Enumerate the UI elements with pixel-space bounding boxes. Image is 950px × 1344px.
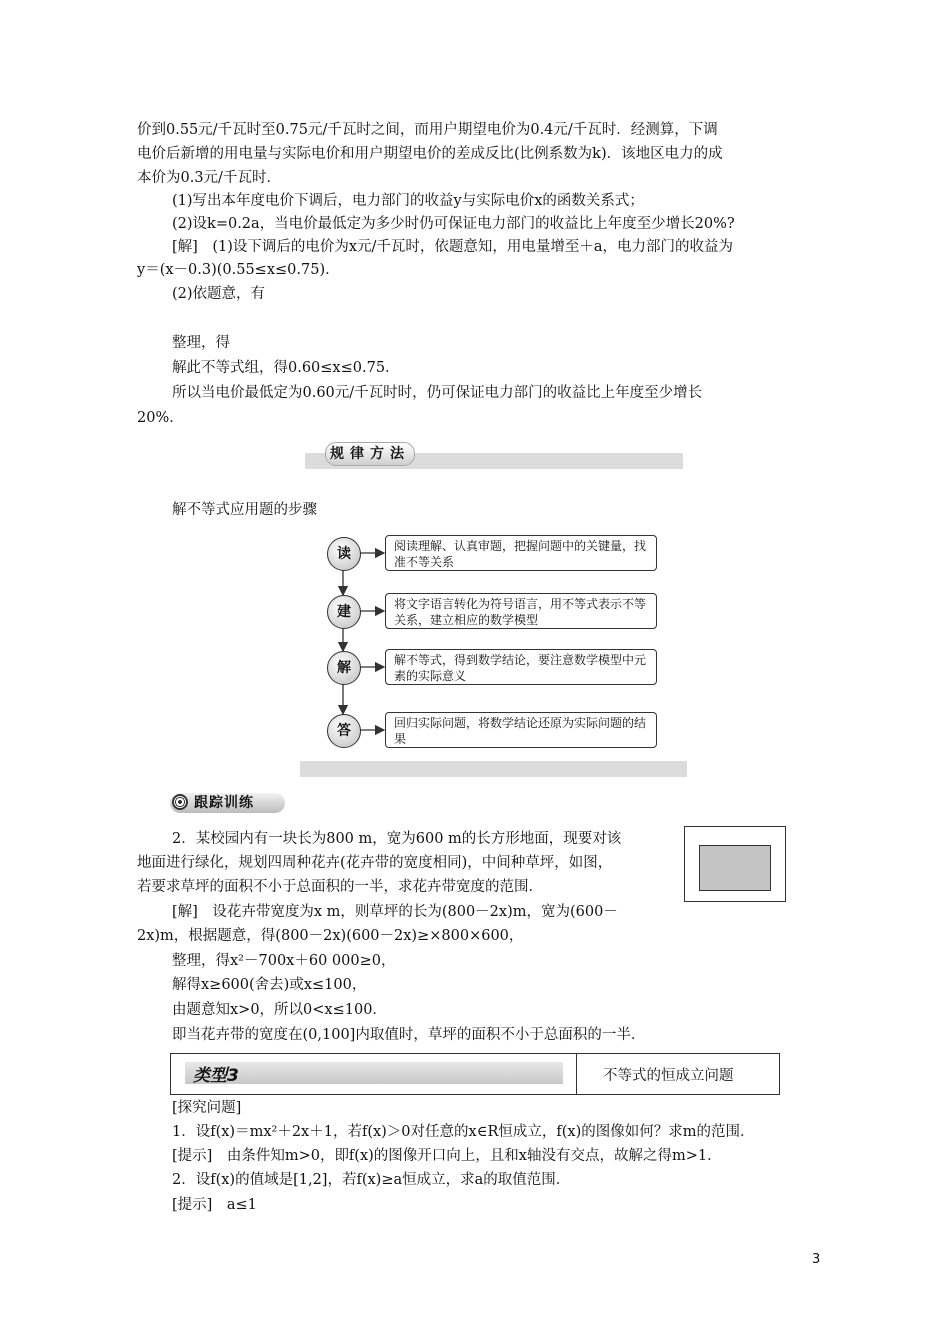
- solution-line: 20%．: [137, 410, 184, 426]
- solution-line: 解此不等式组，得0.60≤x≤0.75．: [172, 360, 400, 376]
- training-solution-line: 解得x≥600(舍去)或x≤100，: [172, 977, 367, 993]
- flow-box-solve: 解不等式，得到数学结论，要注意数学模型中元素的实际意义: [385, 649, 657, 685]
- training-solution-line: 整理，得x²－700x＋60 000≥0，: [172, 953, 396, 969]
- type3-stripe: [185, 1062, 563, 1084]
- flow-node-answer: 答: [327, 714, 361, 748]
- method-badge: 规律方法: [325, 442, 415, 466]
- explore-hint-1: [提示] 由条件知m>0，即f(x)的图像开口向上，且和x轴没有交点，故解之得m>1．: [172, 1148, 722, 1164]
- flow-node-read: 读: [327, 537, 361, 571]
- explore-question-1: 1．设f(x)＝mx²＋2x＋1，若f(x)＞0对任意的x∈R恒成立，f(x)的图像如何？求m的范围．: [172, 1124, 755, 1140]
- training-problem-line: 若要求草坪的面积不小于总面积的一半，求花卉带宽度的范围．: [137, 879, 543, 895]
- training-solution-line: [解] 设花卉带宽度为x m，则草坪的长为(800－2x)m，宽为(600－: [172, 904, 618, 920]
- solution-line: 整理，得: [172, 335, 230, 351]
- training-badge: 跟踪训练: [170, 793, 285, 813]
- explore-hint-2: [提示] a≤1: [172, 1197, 257, 1213]
- flow-box-build: 将文字语言转化为符号语言，用不等式表示不等关系，建立相应的数学模型: [385, 593, 657, 629]
- problem-text-line: 本价为0.3元/千瓦时．: [137, 170, 281, 186]
- solution-line: 所以当电价最低定为0.60元/千瓦时时，仍可保证电力部门的收益比上年度至少增长: [172, 385, 703, 401]
- problem-text-line: 电价后新增的用电量与实际电价和用户期望电价的差成反比(比例系数为k)．该地区电力的成: [137, 146, 723, 162]
- section-footer-bar: [300, 761, 687, 777]
- type3-header-table: [170, 1053, 780, 1095]
- question-2: (2)设k=0.2a，当电价最低定为多少时仍可保证电力部门的收益比上年度至少增长20%?: [172, 216, 735, 232]
- type3-label: 类型3: [193, 1066, 239, 1086]
- solution-line: (2)依题意，有: [172, 286, 266, 302]
- type3-label-cell: [171, 1054, 577, 1094]
- lawn-diagram: [684, 826, 786, 902]
- lawn-inner-rect: [699, 845, 771, 891]
- training-problem-line: 地面进行绿化，规划四周种花卉(花卉带的宽度相同)，中间种草坪，如图，: [137, 855, 613, 871]
- flow-box-answer: 回归实际问题，将数学结论还原为实际问题的结果: [385, 712, 657, 748]
- solution-line: [解] (1)设下调后的电价为x元/千瓦时，依题意知，用电量增至＋a，电力部门的收益为: [172, 239, 734, 255]
- training-problem-line: 2．某校园内有一块长为800 m，宽为600 m的长方形地面，现要对该: [172, 831, 622, 847]
- flow-box-read: 阅读理解、认真审题，把握问题中的关键量，找准不等关系: [385, 535, 657, 571]
- training-solution-line: 2x)m，根据题意，得(800－2x)(600－2x)≥×800×600，: [137, 928, 524, 944]
- page-number: 3: [812, 1252, 821, 1267]
- flow-node-build: 建: [327, 595, 361, 629]
- problem-text-line: 价到0.55元/千瓦时至0.75元/千瓦时之间，而用户期望电价为0.4元/千瓦时．经测算，下调: [137, 122, 718, 138]
- training-solution-line: 由题意知x>0，所以0<x≤100．: [172, 1002, 387, 1018]
- solution-line: y＝(x－0.3)(0.55≤x≤0.75)．: [137, 262, 340, 278]
- explore-heading: [探究问题]: [172, 1100, 242, 1116]
- target-icon: [172, 794, 188, 810]
- method-title: 解不等式应用题的步骤: [172, 502, 317, 518]
- flow-node-solve: 解: [327, 651, 361, 685]
- explore-question-2: 2．设f(x)的值域是[1,2]，若f(x)≥a恒成立，求a的取值范围．: [172, 1172, 571, 1188]
- type3-title: 不等式的恒成立问题: [603, 1068, 734, 1084]
- question-1: (1)写出本年度电价下调后，电力部门的收益y与实际电价x的函数关系式；: [172, 193, 644, 209]
- training-solution-line: 即当花卉带的宽度在(0,100]内取值时，草坪的面积不小于总面积的一半．: [172, 1027, 646, 1043]
